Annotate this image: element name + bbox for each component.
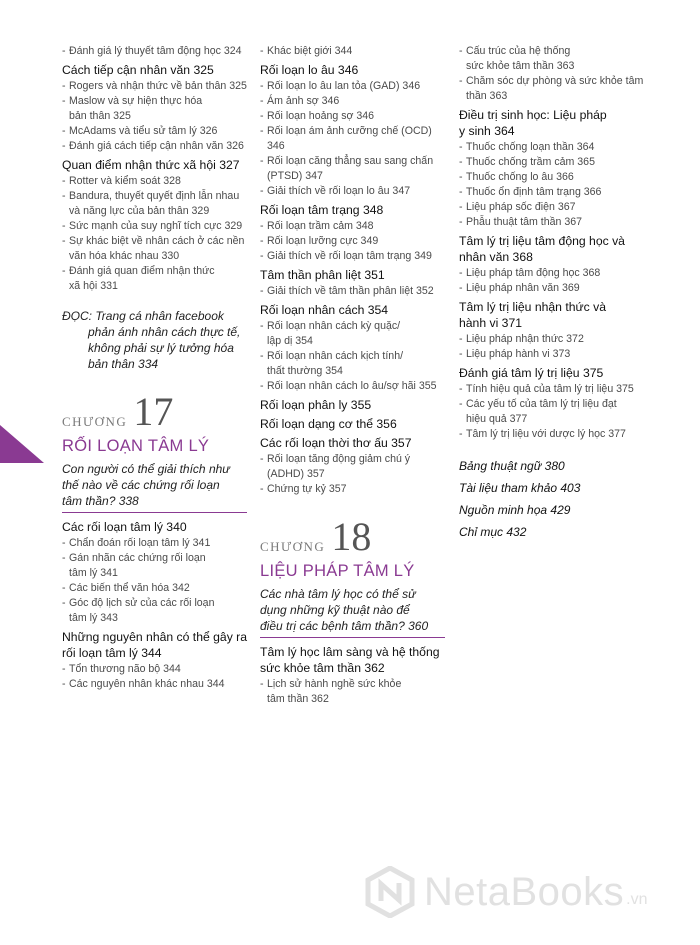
toc-subentry[interactable] xyxy=(62,94,247,124)
toc-subentry[interactable]: - Rotter và kiểm soát 328 xyxy=(62,174,247,189)
toc-section-heading[interactable] xyxy=(459,299,644,331)
text-line: Những nguyên nhân có thể gây ra xyxy=(62,630,248,644)
toc-subentry[interactable]: - Chẩn đoán rối loạn tâm lý 341 xyxy=(62,536,247,551)
toc-section-heading[interactable]: Quan điểm nhận thức xã hội 327 xyxy=(62,158,240,172)
toc-subentry[interactable] xyxy=(459,44,644,74)
chapter-label xyxy=(62,389,247,434)
text-line: (PTSD) 347 xyxy=(267,170,323,182)
toc-subentry[interactable]: - Sức mạnh của suy nghĩ tích cực 329 xyxy=(62,219,247,234)
text-line: - Rối loạn tăng động giảm chú ý xyxy=(267,453,411,465)
toc-subentry[interactable] xyxy=(260,154,445,184)
text-line: Con người có thể giải thích như xyxy=(62,462,230,476)
toc-subentry[interactable]: - Rối loạn lo âu lan tỏa (GAD) 346 xyxy=(260,79,445,94)
toc-subentry[interactable]: - Rối loạn ám ảnh cưỡng chế (OCD) 346 xyxy=(260,124,445,154)
text-line: thất thường 354 xyxy=(267,365,343,377)
toc-subentry[interactable]: - Giải thích về rối loạn lo âu 347 xyxy=(260,184,445,199)
text-line: tâm thần? 338 xyxy=(62,494,139,508)
toc-subentry[interactable] xyxy=(260,452,445,482)
toc-subentry[interactable]: - Khác biệt giới 344 xyxy=(260,44,445,59)
toc-section-heading[interactable]: Rối loạn tâm trạng 348 xyxy=(260,203,384,217)
text-line: - Rối loạn căng thẳng sau sang chấn xyxy=(267,155,434,167)
toc-subentry[interactable]: - Liệu pháp nhận thức 372 xyxy=(459,332,644,347)
toc-subentry[interactable] xyxy=(62,264,247,294)
toc-subentry[interactable]: - Liệu pháp sốc điện 367 xyxy=(459,200,644,215)
netabooks-logo-icon xyxy=(364,866,416,918)
toc-section-heading[interactable]: Các rối loạn thời thơ ấu 357 xyxy=(260,436,412,450)
feature-reading[interactable] xyxy=(62,308,247,372)
toc-section-heading[interactable]: Đánh giá tâm lý trị liệu 375 xyxy=(459,366,604,380)
toc-subentry[interactable]: - Giải thích về tâm thần phân liệt 352 xyxy=(260,284,445,299)
text-line: (ADHD) 357 xyxy=(267,468,325,480)
text-line: y sinh 364 xyxy=(459,124,515,138)
chapter-question xyxy=(260,586,445,638)
chapter-question xyxy=(62,461,247,513)
toc-subentry[interactable]: - Thuốc ổn định tâm trạng 366 xyxy=(459,185,644,200)
watermark-brand: NetaBooks xyxy=(424,869,625,914)
toc-subentry[interactable]: - Thuốc chống lo âu 366 xyxy=(459,170,644,185)
chapter-title[interactable]: RỐI LOẠN TÂM LÝ xyxy=(62,437,210,455)
toc-subentry[interactable]: - Liệu pháp hành vi 373 xyxy=(459,347,644,362)
toc-subentry[interactable]: - Liệu pháp nhân văn 369 xyxy=(459,281,644,296)
toc-subentry[interactable]: - Giải thích về rối loạn tâm trạng 349 xyxy=(260,249,445,264)
back-matter-entry[interactable]: Nguồn minh họa 429 xyxy=(459,503,571,517)
toc-subentry[interactable]: - Rối loạn trầm cảm 348 xyxy=(260,219,445,234)
text-line: rối loạn tâm lý 344 xyxy=(62,646,162,660)
text-line: - Rối loạn nhân cách kịch tính/ xyxy=(267,350,404,362)
text-line: - Các yếu tố của tâm lý trị liệu đạt xyxy=(466,398,617,410)
page-number: 10 xyxy=(30,440,41,452)
text-line: - Maslow và sự hiện thực hóa xyxy=(69,95,203,107)
back-matter-entry[interactable]: Bảng thuật ngữ 380 xyxy=(459,459,565,473)
toc-column-1 xyxy=(62,44,247,692)
toc-section-heading[interactable]: Cách tiếp cận nhân văn 325 xyxy=(62,63,214,77)
toc-column-2 xyxy=(260,44,445,707)
toc-subentry[interactable] xyxy=(62,596,247,626)
toc-subentry[interactable] xyxy=(459,74,644,104)
text-line: Tâm lý học lâm sàng và hệ thống xyxy=(260,645,440,659)
text-line: nhân văn 368 xyxy=(459,250,533,264)
toc-subentry[interactable]: - McAdams và tiểu sử tâm lý 326 xyxy=(62,124,247,139)
text-line: phản ánh nhân cách thực tế, xyxy=(88,325,241,339)
toc-section-heading[interactable] xyxy=(260,644,445,676)
text-line: lập dị 354 xyxy=(267,335,313,347)
toc-subentry[interactable]: - Tổn thương não bộ 344 xyxy=(62,662,247,677)
spacer xyxy=(459,442,644,452)
toc-section-heading[interactable] xyxy=(459,107,644,139)
toc-subentry[interactable]: - Rối loạn hoảng sợ 346 xyxy=(260,109,445,124)
chapter-label xyxy=(260,514,445,559)
text-line: Điều trị sinh học: Liệu pháp xyxy=(459,108,607,122)
text-line: xã hội 331 xyxy=(69,280,118,292)
toc-subentry[interactable]: - Thuốc chống trầm cảm 365 xyxy=(459,155,644,170)
toc-subentry[interactable]: - Chứng tự kỷ 357 xyxy=(260,482,445,497)
text-line: và năng lực của bản thân 329 xyxy=(69,205,210,217)
text-line: - Bandura, thuyết quyết định lẫn nhau xyxy=(69,190,240,202)
text-line: - Lịch sử hành nghề sức khỏe xyxy=(267,678,402,690)
text-line: - Gán nhãn các chứng rối loạn xyxy=(69,552,206,564)
text-line: sức khỏe tâm thần 362 xyxy=(260,661,385,675)
text-line: bản thân 325 xyxy=(69,110,131,122)
text-line: thế nào về các chứng rối loạn xyxy=(62,478,220,492)
back-matter-entry[interactable]: Tài liệu tham khảo 403 xyxy=(459,481,581,495)
toc-section-heading[interactable]: Rối loạn lo âu 346 xyxy=(260,63,359,77)
text-line: tâm lý 341 xyxy=(69,567,118,579)
back-matter-entry[interactable]: Chỉ mục 432 xyxy=(459,525,527,539)
toc-subentry[interactable]: - Rogers và nhận thức về bản thân 325 xyxy=(62,79,247,94)
chapter-number: 18 xyxy=(331,514,372,559)
toc-section-heading[interactable]: Rối loạn nhân cách 354 xyxy=(260,303,389,317)
text-line: hiệu quả 377 xyxy=(466,413,528,425)
watermark-suffix: .vn xyxy=(626,891,648,908)
chapter-title[interactable]: LIỆU PHÁP TÂM LÝ xyxy=(260,562,415,580)
chapter-word: CHƯƠNG xyxy=(62,414,128,429)
toc-subentry[interactable]: - Phẫu thuật tâm thần 367 xyxy=(459,215,644,230)
toc-subentry[interactable]: - Đánh giá lý thuyết tâm động học 324 xyxy=(62,44,247,59)
toc-subentry[interactable] xyxy=(260,349,445,379)
text-line: dụng những kỹ thuật nào để xyxy=(260,603,410,617)
text-line: sức khỏe tâm thần 363 xyxy=(466,60,575,72)
toc-subentry[interactable]: - Rối loạn lưỡng cực 349 xyxy=(260,234,445,249)
toc-subentry[interactable]: - Các biến thể văn hóa 342 xyxy=(62,581,247,596)
text-line: văn hóa khác nhau 330 xyxy=(69,250,180,262)
text-line: Tâm lý trị liệu nhận thức và xyxy=(459,300,607,314)
toc-section-heading[interactable] xyxy=(62,629,247,661)
text-line: - Chăm sóc dự phòng và sức khỏe tâm xyxy=(466,75,644,87)
toc-subentry[interactable] xyxy=(62,234,247,264)
toc-section-heading[interactable]: Tâm thần phân liệt 351 xyxy=(260,268,385,282)
toc-subentry[interactable]: - Ám ảnh sợ 346 xyxy=(260,94,445,109)
text-line: - Rối loạn nhân cách kỳ quặc/ xyxy=(267,320,401,332)
toc-subentry[interactable]: - Tâm lý trị liệu với dược lý học 377 xyxy=(459,427,644,442)
toc-subentry[interactable]: - Liệu pháp tâm động học 368 xyxy=(459,266,644,281)
toc-subentry[interactable] xyxy=(260,677,445,707)
toc-section-heading[interactable]: Rối loạn phân ly 355 xyxy=(260,398,372,412)
text-line: Các nhà tâm lý học có thể sử xyxy=(260,587,416,601)
toc-subentry[interactable]: - Thuốc chống loạn thần 364 xyxy=(459,140,644,155)
toc-subentry[interactable] xyxy=(62,189,247,219)
text-line: - Đánh giá quan điểm nhận thức xyxy=(69,265,215,277)
text-line: thần 363 xyxy=(466,90,508,102)
chapter-word: CHƯƠNG xyxy=(260,539,326,554)
chapter-number: 17 xyxy=(133,389,174,434)
text-line: bản thân 334 xyxy=(88,357,159,371)
netabooks-watermark xyxy=(364,866,648,918)
text-line: hành vi 371 xyxy=(459,316,523,330)
toc-column-3 xyxy=(459,44,644,540)
text-line: điều trị các bệnh tâm thần? 360 xyxy=(260,619,429,633)
text-line: Tâm lý trị liệu tâm động học và xyxy=(459,234,625,248)
toc-subentry[interactable]: - Tính hiệu quả của tâm lý trị liệu 375 xyxy=(459,382,644,397)
toc-subentry[interactable]: - Đánh giá cách tiếp cận nhân văn 326 xyxy=(62,139,247,154)
text-line: - Góc độ lịch sử của các rối loạn xyxy=(69,597,215,609)
text-line: tâm lý 343 xyxy=(69,612,118,624)
toc-subentry[interactable] xyxy=(459,397,644,427)
toc-subentry[interactable] xyxy=(62,551,247,581)
text-line: ĐỌC: Trang cá nhân facebook xyxy=(62,309,224,323)
toc-subentry[interactable]: - Các nguyên nhân khác nhau 344 xyxy=(62,677,247,692)
toc-subentry[interactable]: - Rối loạn nhân cách lo âu/sợ hãi 355 xyxy=(260,379,445,394)
text-line: tâm thần 362 xyxy=(267,693,329,705)
toc-section-heading[interactable]: Các rối loạn tâm lý 340 xyxy=(62,520,187,534)
text-line: - Sự khác biệt về nhân cách ở các nền xyxy=(69,235,245,247)
text-line: - Cấu trúc của hệ thống xyxy=(466,45,571,57)
toc-section-heading[interactable]: Rối loạn dạng cơ thể 356 xyxy=(260,417,397,431)
toc-subentry[interactable] xyxy=(260,319,445,349)
text-line: không phải sự lý tưởng hóa xyxy=(88,341,234,355)
toc-section-heading[interactable] xyxy=(459,233,644,265)
